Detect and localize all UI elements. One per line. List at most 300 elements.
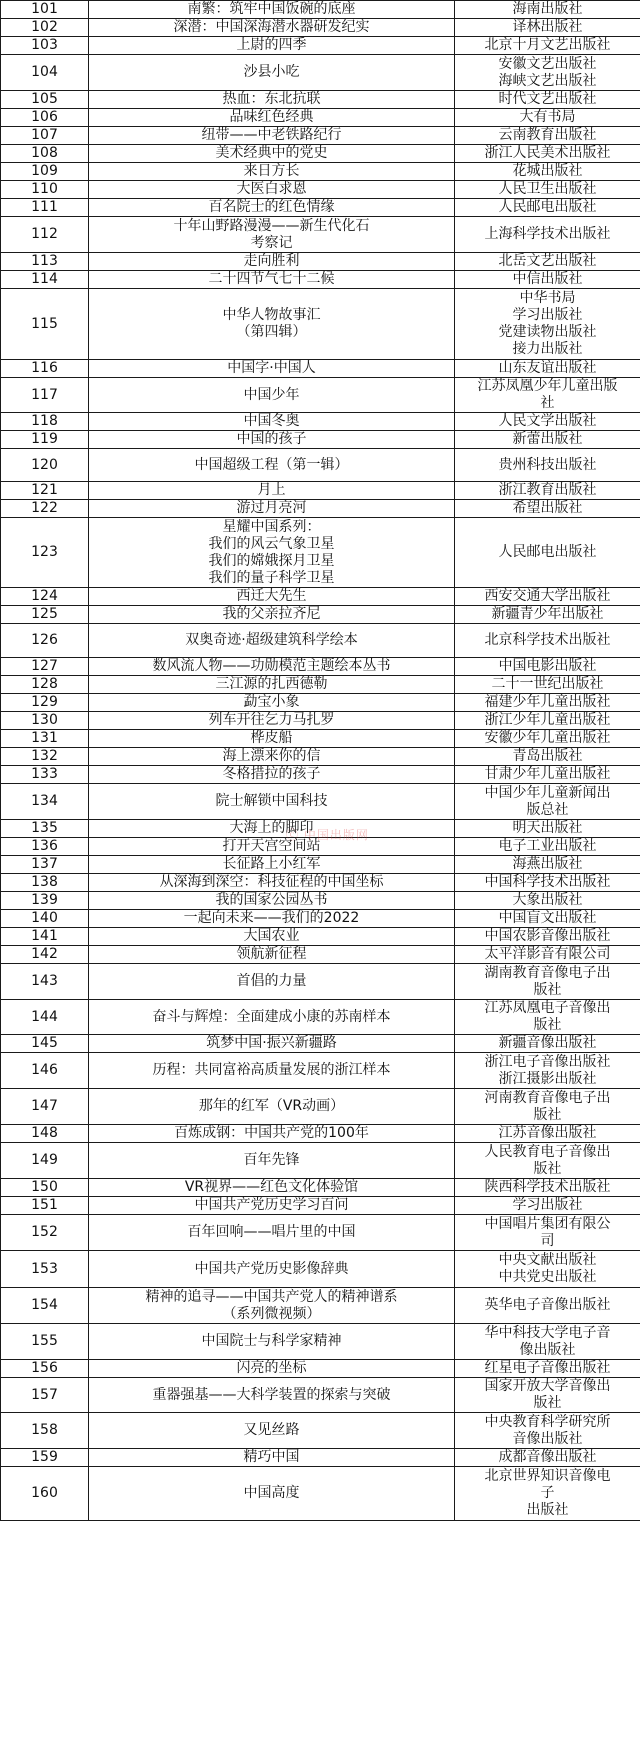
publisher-line: 新疆青少年出版社 <box>491 606 604 622</box>
book-title-cell <box>89 253 455 271</box>
row-number: 155 <box>1 1324 89 1360</box>
publisher-line: 时代文艺出版社 <box>498 91 597 107</box>
table-row <box>1 856 640 874</box>
publisher-line: 二十一世纪出版社 <box>491 676 604 692</box>
publisher-line: 人民邮电出版社 <box>498 199 597 215</box>
row-number: 157 <box>1 1378 89 1413</box>
publisher-cell <box>455 1467 640 1521</box>
publisher-line: 云南教育出版社 <box>498 127 597 143</box>
book-title-line: 列车开往乞力马扎罗 <box>208 712 335 728</box>
book-title-line: 精神的追寻——中国共产党人的精神谱系 <box>145 1288 398 1305</box>
row-number: 103 <box>1 37 89 55</box>
publisher-line: 党建读物出版社 <box>498 324 597 340</box>
row-number: 121 <box>1 482 89 500</box>
publisher-line: 出版社 <box>526 1502 569 1518</box>
book-title-line: 勐宝小象 <box>243 694 300 710</box>
book-title-cell <box>89 1089 455 1125</box>
row-number: 152 <box>1 1215 89 1251</box>
book-title-line: 数风流人物——功勋模范主题绘本丛书 <box>152 658 391 674</box>
publisher-cell <box>455 606 640 624</box>
table-row <box>1 892 640 910</box>
publisher-cell <box>455 1449 640 1467</box>
table-row <box>1 748 640 766</box>
book-title-cell <box>89 1035 455 1053</box>
publisher-line: 版社 <box>533 1017 562 1033</box>
publisher-line: 像出版社 <box>519 1341 576 1358</box>
book-title-line: 中国少年 <box>243 386 300 403</box>
table-row <box>1 1197 640 1215</box>
publisher-line: 中国盲文出版社 <box>498 910 597 926</box>
book-title-cell <box>89 748 455 766</box>
table-row <box>1 145 640 163</box>
book-title-line: 大海上的脚印 <box>229 820 314 836</box>
publisher-line: 明天出版社 <box>512 820 583 836</box>
publisher-cell <box>455 55 640 91</box>
table-row <box>1 482 640 500</box>
row-number: 154 <box>1 1288 89 1324</box>
book-title-cell <box>89 413 455 431</box>
book-title-cell <box>89 928 455 946</box>
table-row <box>1 1215 640 1251</box>
book-title-line: 美术经典中的党史 <box>215 145 328 161</box>
book-title-line: VR视界——红色文化体验馆 <box>184 1179 359 1195</box>
book-title-cell <box>89 1000 455 1035</box>
book-title-line: 中国共产党历史影像辞典 <box>194 1260 349 1277</box>
publisher-line: 上海科学技术出版社 <box>484 226 611 242</box>
book-title-line: （第四辑） <box>236 324 307 340</box>
publisher-cell <box>455 163 640 181</box>
publisher-line: 太平洋影音有限公司 <box>484 946 611 962</box>
book-title-cell <box>89 624 455 658</box>
book-title-line: 月上 <box>257 482 286 498</box>
publisher-line: 浙江少年儿童出版社 <box>484 712 611 728</box>
publisher-line: 人民文学出版社 <box>498 413 597 429</box>
publisher-line: 中信出版社 <box>512 271 583 287</box>
row-number: 101 <box>1 1 89 19</box>
book-title-cell <box>89 910 455 928</box>
book-title-cell <box>89 712 455 730</box>
book-title-line: 海上漂来你的信 <box>222 748 321 764</box>
book-title-cell <box>89 1143 455 1179</box>
table-row <box>1 1378 640 1413</box>
book-title-cell <box>89 181 455 199</box>
book-title-line: 中国字·中国人 <box>227 360 316 376</box>
publisher-line: 子 <box>540 1485 555 1501</box>
book-title-line: 中国超级工程（第一辑） <box>194 456 349 473</box>
table-row <box>1 91 640 109</box>
publisher-line: 安徽少年儿童出版社 <box>484 730 611 746</box>
table-row <box>1 766 640 784</box>
book-title-line: 筑梦中国·振兴新疆路 <box>206 1035 337 1051</box>
book-title-cell <box>89 19 455 37</box>
table-row <box>1 413 640 431</box>
book-title-cell <box>89 1215 455 1251</box>
book-title-cell <box>89 658 455 676</box>
publisher-cell <box>455 748 640 766</box>
row-number: 158 <box>1 1413 89 1449</box>
book-title-cell <box>89 1378 455 1413</box>
row-number: 150 <box>1 1179 89 1197</box>
book-title-cell <box>89 1053 455 1089</box>
row-number: 144 <box>1 1000 89 1035</box>
row-number: 135 <box>1 820 89 838</box>
publisher-cell <box>455 518 640 588</box>
table-row <box>1 1467 640 1521</box>
book-title-line: 二十四节气七十二候 <box>208 271 335 287</box>
book-title-line: 上尉的四季 <box>236 37 307 53</box>
publisher-line: 北京十月文艺出版社 <box>484 37 611 53</box>
book-title-cell <box>89 163 455 181</box>
book-title-line: 我的国家公园丛书 <box>215 892 328 908</box>
book-title-line: 中国高度 <box>243 1485 300 1501</box>
row-number: 146 <box>1 1053 89 1089</box>
book-title-cell <box>89 145 455 163</box>
publisher-cell <box>455 360 640 378</box>
book-title-cell <box>89 856 455 874</box>
publisher-line: 福建少年儿童出版社 <box>484 694 611 710</box>
watermark-text: ⓒ 中国出版网 <box>286 828 369 842</box>
book-title-cell <box>89 518 455 588</box>
publisher-cell <box>455 500 640 518</box>
table-row <box>1 606 640 624</box>
book-title-cell <box>89 431 455 449</box>
publisher-cell <box>455 1360 640 1378</box>
book-title-line: 百炼成钢：中国共产党的100年 <box>174 1125 369 1141</box>
table-row <box>1 1 640 19</box>
publisher-cell <box>455 482 640 500</box>
publisher-line: 西安交通大学出版社 <box>484 588 611 604</box>
table-row <box>1 163 640 181</box>
book-title-line: 星耀中国系列： <box>222 518 321 535</box>
publisher-line: 山东友谊出版社 <box>498 360 597 376</box>
publisher-line: 版社 <box>533 1160 562 1177</box>
publisher-line: 甘肃少年儿童出版社 <box>484 766 611 782</box>
publisher-cell <box>455 217 640 253</box>
book-title-cell <box>89 1288 455 1324</box>
publisher-line: 中国唱片集团有限公 <box>484 1215 611 1232</box>
book-title-line: 又见丝路 <box>243 1422 300 1438</box>
book-title-cell <box>89 820 455 838</box>
row-number: 149 <box>1 1143 89 1179</box>
book-title-cell <box>89 1449 455 1467</box>
row-number: 139 <box>1 892 89 910</box>
publisher-line: 中国电影出版社 <box>498 658 597 674</box>
table-row <box>1 658 640 676</box>
table-row <box>1 1324 640 1360</box>
publisher-line: 社 <box>540 395 555 411</box>
publisher-cell <box>455 676 640 694</box>
publisher-line: 国家开放大学音像出 <box>484 1378 611 1394</box>
publisher-line: 中国少年儿童新闻出 <box>484 784 611 801</box>
publisher-cell <box>455 253 640 271</box>
publisher-line: 浙江教育出版社 <box>498 482 597 498</box>
publisher-line: 版社 <box>533 981 562 998</box>
book-title-cell <box>89 766 455 784</box>
publisher-cell <box>455 694 640 712</box>
publisher-cell <box>455 1125 640 1143</box>
publisher-line: 中华书局 <box>519 290 576 306</box>
publisher-cell <box>455 449 640 482</box>
table-row <box>1 1449 640 1467</box>
table-body <box>1 1 640 1521</box>
book-title-line: 游过月亮河 <box>236 500 307 516</box>
book-title-cell <box>89 964 455 1000</box>
table-row <box>1 694 640 712</box>
table-row <box>1 588 640 606</box>
publisher-line: 学习出版社 <box>512 307 583 323</box>
book-title-line: 南繁：筑牢中国饭碗的底座 <box>187 1 356 17</box>
table-row <box>1 217 640 253</box>
row-number: 116 <box>1 360 89 378</box>
table-row <box>1 431 640 449</box>
row-number: 102 <box>1 19 89 37</box>
book-title-cell <box>89 37 455 55</box>
publisher-line: 北岳文艺出版社 <box>498 253 597 269</box>
row-number: 130 <box>1 712 89 730</box>
book-title-line: 我们的量子科学卫星 <box>208 569 335 586</box>
table-row <box>1 712 640 730</box>
publisher-cell <box>455 1000 640 1035</box>
row-number: 141 <box>1 928 89 946</box>
book-title-cell <box>89 784 455 820</box>
book-title-line: 考察记 <box>250 234 293 251</box>
publisher-line: 花城出版社 <box>512 163 583 179</box>
book-title-line: 中国院士与科学家精神 <box>201 1333 342 1349</box>
row-number: 113 <box>1 253 89 271</box>
book-title-cell <box>89 676 455 694</box>
book-title-cell <box>89 55 455 91</box>
book-title-line: 中国共产党历史学习百问 <box>194 1197 349 1213</box>
publisher-cell <box>455 712 640 730</box>
book-title-cell <box>89 449 455 482</box>
publisher-line: 大象出版社 <box>512 892 583 908</box>
publisher-line: 江苏音像出版社 <box>498 1125 597 1141</box>
book-title-line: 大国农业 <box>243 928 300 944</box>
publisher-cell <box>455 109 640 127</box>
book-title-line: 三江源的扎西德勒 <box>215 676 328 692</box>
book-title-cell <box>89 1360 455 1378</box>
book-title-cell <box>89 217 455 253</box>
table-row <box>1 946 640 964</box>
publisher-cell <box>455 856 640 874</box>
table-row <box>1 1251 640 1288</box>
row-number: 133 <box>1 766 89 784</box>
row-number: 159 <box>1 1449 89 1467</box>
row-number: 129 <box>1 694 89 712</box>
publisher-cell <box>455 378 640 413</box>
publisher-cell <box>455 91 640 109</box>
table-row <box>1 1000 640 1035</box>
table-row <box>1 928 640 946</box>
publisher-line: 青岛出版社 <box>512 748 583 764</box>
table-row <box>1 1179 640 1197</box>
book-title-cell <box>89 199 455 217</box>
publisher-line: 学习出版社 <box>512 1197 583 1213</box>
row-number: 108 <box>1 145 89 163</box>
publisher-line: 英华电子音像出版社 <box>484 1297 611 1313</box>
publisher-cell <box>455 820 640 838</box>
publisher-line: 人民教育电子音像出 <box>484 1143 611 1160</box>
row-number: 112 <box>1 217 89 253</box>
row-number: 143 <box>1 964 89 1000</box>
row-number: 148 <box>1 1125 89 1143</box>
table-row <box>1 1143 640 1179</box>
publisher-cell <box>455 1053 640 1089</box>
book-title-cell <box>89 588 455 606</box>
row-number: 107 <box>1 127 89 145</box>
row-number: 160 <box>1 1467 89 1521</box>
book-title-line: 冬格措拉的孩子 <box>222 766 321 782</box>
publisher-cell <box>455 19 640 37</box>
book-title-line: 院士解锁中国科技 <box>215 793 328 809</box>
table-row <box>1 271 640 289</box>
row-number: 119 <box>1 431 89 449</box>
book-title-cell <box>89 1179 455 1197</box>
table-row <box>1 1288 640 1324</box>
publisher-cell <box>455 838 640 856</box>
publisher-line: 安徽文艺出版社 <box>498 55 597 72</box>
row-number: 145 <box>1 1035 89 1053</box>
publisher-line: 版社 <box>533 1395 562 1411</box>
publisher-line: 浙江摄影出版社 <box>498 1070 597 1087</box>
publisher-cell <box>455 271 640 289</box>
table-row <box>1 37 640 55</box>
book-title-line: 我们的嫦娥探月卫星 <box>208 552 335 569</box>
publisher-line: 江苏凤凰电子音像出 <box>484 1000 611 1016</box>
publisher-line: 电子工业出版社 <box>498 838 597 854</box>
row-number: 136 <box>1 838 89 856</box>
book-title-cell <box>89 694 455 712</box>
publisher-line: 贵州科技出版社 <box>498 456 597 473</box>
table-row <box>1 1035 640 1053</box>
table-row <box>1 730 640 748</box>
table-row <box>1 1125 640 1143</box>
table-row <box>1 181 640 199</box>
publisher-line: 中共党史出版社 <box>498 1269 597 1285</box>
publisher-cell <box>455 145 640 163</box>
table-row <box>1 19 640 37</box>
publisher-line: 希望出版社 <box>512 500 583 516</box>
table-row <box>1 676 640 694</box>
book-title-line: 中国的孩子 <box>236 431 307 447</box>
table-row <box>1 253 640 271</box>
row-number: 156 <box>1 1360 89 1378</box>
row-number: 138 <box>1 874 89 892</box>
book-title-line: 中华人物故事汇 <box>222 307 321 323</box>
book-title-line: 中国冬奥 <box>243 413 300 429</box>
row-number: 127 <box>1 658 89 676</box>
row-number: 128 <box>1 676 89 694</box>
row-number: 125 <box>1 606 89 624</box>
publisher-line: 版社 <box>533 1106 562 1123</box>
book-title-cell <box>89 127 455 145</box>
book-title-cell <box>89 838 455 856</box>
book-title-cell <box>89 874 455 892</box>
book-title-line: 纽带——中老铁路纪行 <box>201 127 342 143</box>
row-number: 106 <box>1 109 89 127</box>
book-title-cell <box>89 1467 455 1521</box>
row-number: 137 <box>1 856 89 874</box>
publisher-line: 司 <box>540 1232 555 1249</box>
publisher-line: 人民邮电出版社 <box>498 544 597 560</box>
book-title-line: 那年的红军（VR动画） <box>198 1098 345 1114</box>
publisher-cell <box>455 1413 640 1449</box>
book-title-line: 百年回响——唱片里的中国 <box>187 1224 356 1240</box>
book-title-line: 百年先锋 <box>243 1152 300 1168</box>
book-title-line: 桦皮船 <box>250 730 293 746</box>
book-title-line: 长征路上小红军 <box>222 856 321 872</box>
publisher-cell <box>455 928 640 946</box>
book-title-line: 热血：东北抗联 <box>222 91 321 107</box>
publisher-cell <box>455 910 640 928</box>
publisher-cell <box>455 624 640 658</box>
row-number: 126 <box>1 624 89 658</box>
row-number: 104 <box>1 55 89 91</box>
publisher-cell <box>455 431 640 449</box>
row-number: 131 <box>1 730 89 748</box>
row-number: 153 <box>1 1251 89 1288</box>
row-number: 147 <box>1 1089 89 1125</box>
table-row <box>1 378 640 413</box>
book-title-cell <box>89 1251 455 1288</box>
book-title-line: 重器强基——大科学装置的探索与突破 <box>152 1386 391 1403</box>
book-title-cell <box>89 1324 455 1360</box>
book-title-cell <box>89 730 455 748</box>
publisher-cell <box>455 892 640 910</box>
book-title-cell <box>89 946 455 964</box>
row-number: 105 <box>1 91 89 109</box>
table-row <box>1 360 640 378</box>
publisher-line: 海峡文艺出版社 <box>498 72 597 89</box>
book-title-line: 首倡的力量 <box>236 973 307 989</box>
publisher-cell <box>455 1035 640 1053</box>
row-number: 122 <box>1 500 89 518</box>
row-number: 109 <box>1 163 89 181</box>
publisher-line: 中国科学技术出版社 <box>484 874 611 890</box>
table-row <box>1 127 640 145</box>
book-title-cell <box>89 1125 455 1143</box>
row-number: 134 <box>1 784 89 820</box>
publisher-cell <box>455 1 640 19</box>
book-title-line: 双奥奇迹·超级建筑科学绘本 <box>185 632 358 648</box>
row-number: 140 <box>1 910 89 928</box>
book-title-cell <box>89 360 455 378</box>
publisher-cell <box>455 1324 640 1360</box>
table-row <box>1 55 640 91</box>
publisher-cell <box>455 413 640 431</box>
book-title-line: 我们的风云气象卫星 <box>208 535 335 552</box>
publisher-cell <box>455 199 640 217</box>
publisher-cell <box>455 1378 640 1413</box>
table-row <box>1 518 640 588</box>
row-number: 151 <box>1 1197 89 1215</box>
publisher-line: 海南出版社 <box>512 1 583 17</box>
publisher-line: 江苏凤凰少年儿童出版 <box>477 378 618 394</box>
book-title-cell <box>89 500 455 518</box>
publisher-line: 河南教育音像电子出 <box>484 1089 611 1106</box>
table-row <box>1 1089 640 1125</box>
book-title-line: 领航新征程 <box>236 946 307 962</box>
row-number: 124 <box>1 588 89 606</box>
publisher-cell <box>455 181 640 199</box>
publisher-line: 译林出版社 <box>512 19 583 35</box>
row-number: 117 <box>1 378 89 413</box>
row-number: 123 <box>1 518 89 588</box>
table-row <box>1 109 640 127</box>
publisher-cell <box>455 1215 640 1251</box>
publisher-cell <box>455 1251 640 1288</box>
row-number: 110 <box>1 181 89 199</box>
